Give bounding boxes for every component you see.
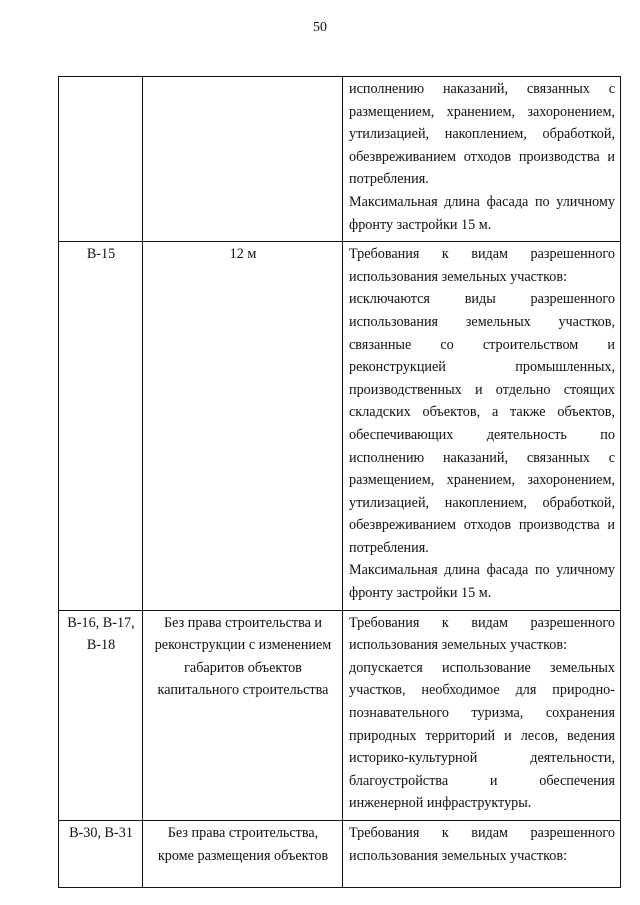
requirements-paragraph: Требования к видам разрешенного использования земельных участков: — [349, 246, 615, 285]
zone-code-cell — [59, 77, 143, 242]
requirements-cell — [343, 77, 621, 242]
requirements-paragraph: Требования к видам разрешенного использования земельных участков: — [349, 614, 615, 654]
table-row — [59, 242, 621, 611]
table-row — [59, 821, 621, 888]
page-number: 50 — [313, 20, 327, 35]
requirements-paragraph: исполнению наказаний, связанных с размещением, хранением, захоронением, утилизацией, накоплением, обработкой, обезвреживанием отходов производства и потребления. — [349, 81, 615, 188]
max-height-cell — [143, 77, 343, 242]
requirements-paragraph: исключаются виды разрешенного использования земельных участков, связанные со строительством и реконструкцией промышленных, производственных и отдельно стоящих складских объектов, а также объектов, обеспечивающих деятельность по исполнению наказаний, связанных с размещением, хранением, захоронением, утилизацией, накоплением, обработкой, обезвреживанием отходов производства и потребления. — [349, 291, 615, 556]
requirements-cell — [343, 610, 621, 820]
requirements-cell — [343, 242, 621, 611]
zone-code-cell: В-30, В-31 — [59, 821, 143, 888]
table-row — [59, 610, 621, 820]
requirements-paragraph: Максимальная длина фасада по уличному фронту застройки 15 м. — [349, 562, 615, 602]
max-height-cell: Без права строительства и реконструкции с изменением габаритов объектов капитального строительства — [143, 610, 343, 820]
requirements-cell — [343, 821, 621, 888]
requirements-paragraph: допускается использование земельных участков, необходимое для природно-познавательного туризма, сохранения природных территорий и лесов, ведения историко-культурной деятельности, благоустройства и обеспечения инженерной инфраструктуры. — [349, 659, 615, 812]
requirements-paragraph: Максимальная длина фасада по уличному фронту застройки 15 м. — [349, 193, 615, 233]
requirements-paragraph: Требования к видам разрешенного использования земельных участков: — [349, 825, 615, 864]
regulations-table — [58, 76, 621, 888]
table-row — [59, 77, 621, 242]
zone-code-cell: В-15 — [59, 242, 143, 611]
max-height-cell: Без права строительства, кроме размещения объектов — [143, 821, 343, 888]
max-height-cell: 12 м — [143, 242, 343, 611]
zone-code-cell: В-16, В-17, В-18 — [59, 610, 143, 820]
